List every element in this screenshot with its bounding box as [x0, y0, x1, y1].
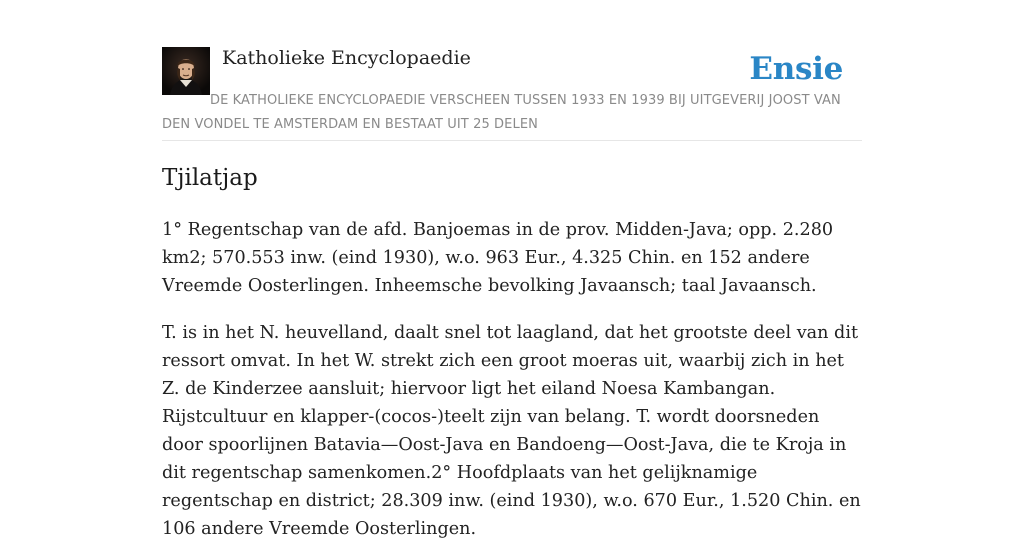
page [162, 0, 862, 539]
article-paragraph-2: T. is in het N. heuvelland, daalt snel tot laagland, dat het grootste deel van dit ressort omvat. In het W. strekt zich een groot moeras uit, waarbij zich in het Z. de Kinderzee aansluit; hiervoor ligt het eiland Noesa Kambangan. Rijstcultuur en klapper-(cocos-)teelt zijn van belang. T. wordt doorsneden door spoorlijnen Batavia—Oost-Java en Bandoeng—Oost-Java, die te Kroja in dit regentschap samenkomen.2° Hoofdplaats van het gelijknamige regentschap en district; 28.309 inw. (eind 1930), w.o. 670 Eur., 1.520 Chin. en 106 andere Vreemde Oosterlingen. [162, 323, 861, 539]
site-header [162, 0, 862, 141]
article-title: Tjilatjap [162, 165, 258, 191]
ensie-logo-link[interactable]: Ensie [749, 51, 843, 87]
site-title-link[interactable]: Katholieke Encyclopaedie [222, 47, 471, 69]
portrait-icon [162, 47, 210, 95]
publication-avatar[interactable] [162, 47, 210, 95]
publication-tagline: DE KATHOLIEKE ENCYCLOPAEDIE VERSCHEEN TUSSEN 1933 EN 1939 BIJ UITGEVERIJ JOOST VAN DEN VONDEL TE AMSTERDAM EN BESTAAT UIT 25 DELEN [162, 93, 841, 132]
article-paragraph-1: 1° Regentschap van de afd. Banjoemas in de prov. Midden-Java; opp. 2.280 km2; 570.553 inw. (eind 1930), w.o. 963 Eur., 4.325 Chin. en 152 andere Vreemde Oosterlingen. Inheemsche bevolking Javaansch; taal Javaansch. [162, 220, 834, 296]
